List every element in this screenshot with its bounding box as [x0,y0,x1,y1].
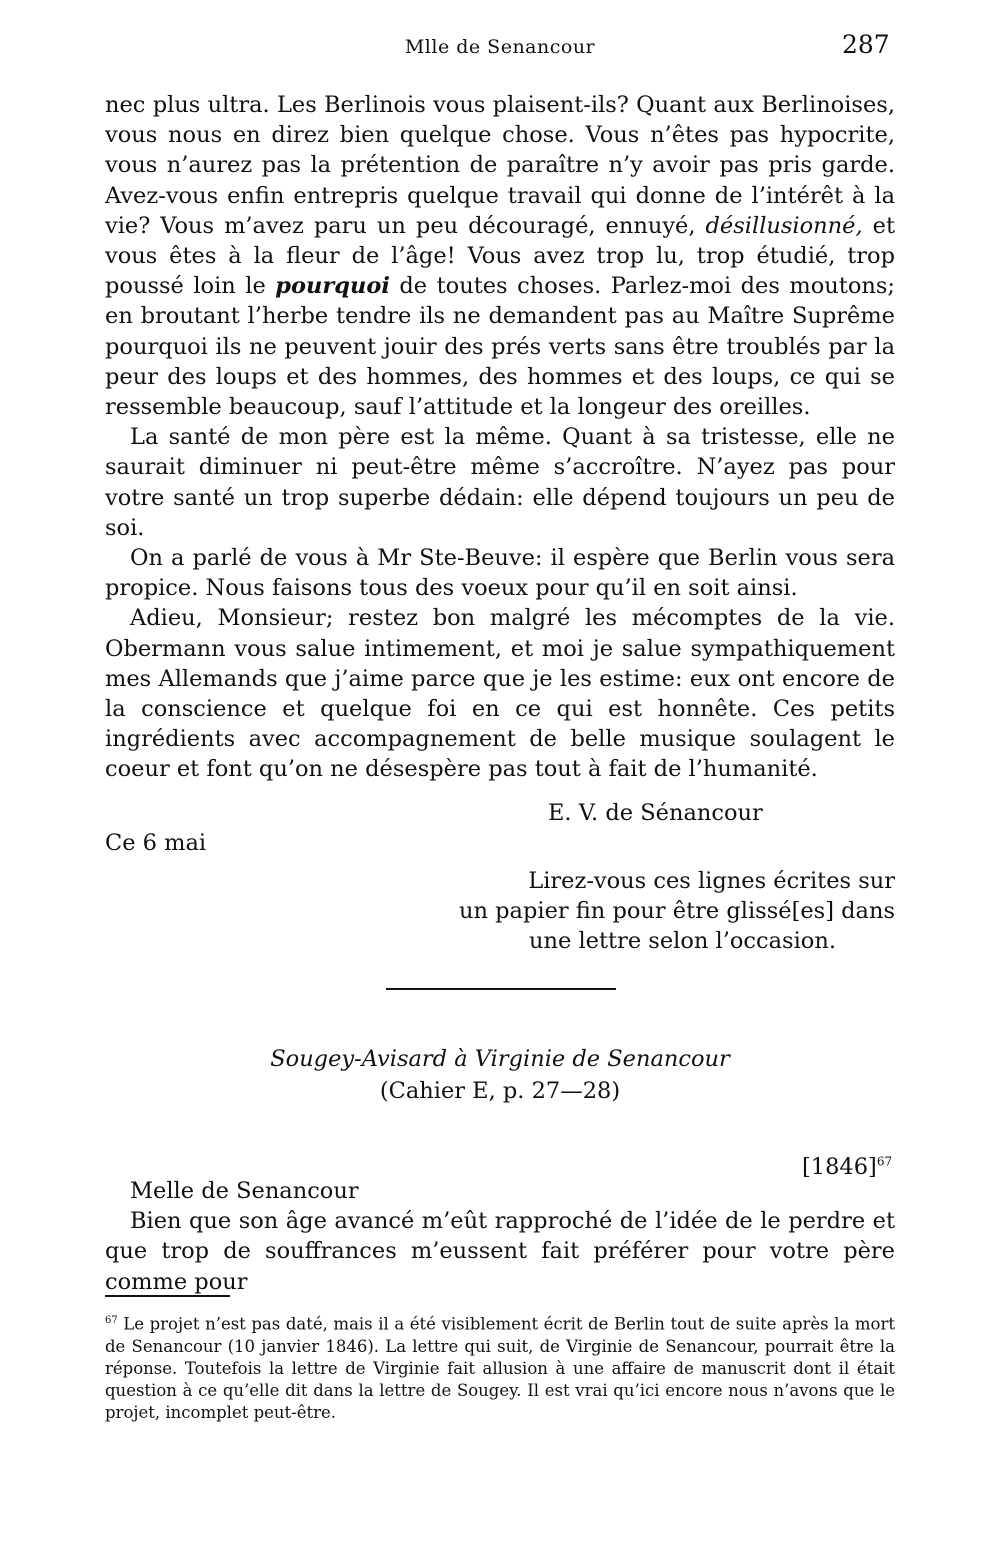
section-subtitle: (Cahier E, p. 27—28) [379,1078,621,1104]
postscript-line: un papier fin pour être glissé[es] dans [459,898,895,925]
page-number: 287 [842,30,890,59]
paragraph-1-text-a: nec plus ultra. Les Berlinois vous plaisent-ils? Quant aux Berlinoises, vous nous en direz bien quelque chose. Vous n’êtes pas hypocrite, vous n’aurez pas la prétention de paraître n’y avoir pas pris garde. Avez-vous enfin entrepris quelque travail qui donne de l’intérêt à la vie? Vous m’avez paru un peu découragé, ennuyé, [105,92,895,239]
section-divider [386,988,616,990]
signature: E. V. de Sénancour [548,800,763,826]
footnote-reference: 67 [876,1154,893,1169]
paragraph-1 [105,90,895,422]
letter2-date-text: [1846] [802,1154,877,1180]
section-title: Sougey-Avisard à Virginie de Senancour [270,1046,730,1072]
footnote [105,1310,895,1424]
paragraph-3: On a parlé de vous à Mr Ste-Beuve: il espère que Berlin vous sera propice. Nous faisons tous des voeux pour qu’il en soit ainsi. [105,545,895,602]
footnote-rule [105,1295,230,1297]
postscript-line: une lettre selon l’occasion. [529,928,836,955]
paragraph-1-text-c: de toutes choses. Parlez-moi des moutons; en broutant l’herbe tendre ils ne demandent pas au Maître Suprême pourquoi ils ne peuvent jouir des prés verts sans être troublés par la peur des loups et des hommes, des hommes et des loups, ce qui se ressemble beaucoup, sauf l’attitude et la longeur des oreilles. [105,273,895,421]
letter-body [105,90,895,785]
running-header: Mlle de Senancour [404,36,596,58]
postscript [440,866,895,957]
paragraph-4: Adieu, Monsieur; restez bon malgré les mécomptes de la vie. Obermann vous salue intimement, et moi je salue sympathiquement mes Allemands que j’aime parce que je les estime: eux ont encore de la conscience et quelque foi en ce qui est honnête. Ces petits ingrédients avec accompagnement de belle musique soulagent le coeur et font qu’on ne désespère pas tout à fait de l’humanité. [105,605,895,783]
paragraph-1-text-b: et vous êtes à la fleur de l’âge! Vous avez trop lu, trop étudié, trop poussé loin le [105,212,895,300]
footnote-text: Le projet n’est pas daté, mais il a été visiblement écrit de Berlin tout de suite après la mort de Senancour (10 janvier 1846). La lettre qui suit, de Virginie de Senancour, pourrait être la réponse. Toutefois la lettre de Virginie fait allusion à une affaire de manuscrit dont il était question à ce qu’elle dit dans la lettre de Sougey. Il est vrai qu’ici encore nous n’avons que le projet, incomplet peut-être. [105,1314,895,1422]
letter2-body [105,1176,895,1297]
postscript-line: Lirez-vous ces lignes écrites sur [528,868,895,894]
letter2-salutation: Melle de Senancour [130,1178,359,1204]
paragraph-2: La santé de mon père est la même. Quant à sa tristesse, elle ne saurait diminuer ni peut-être même s’accroître. N’ayez pas pour votre santé un trop superbe dédain: elle dépend toujours un peu de soi. [105,424,895,541]
letter2-paragraph: Bien que son âge avancé m’eût rapproché de l’idée de le perdre et que trop de souffrances m’eussent fait préférer pour votre père comme pour [105,1208,895,1295]
letter-date: Ce 6 mai [105,830,207,856]
emphasis-desillusionne: désillusionné, [705,212,863,239]
footnote-marker: 67 [105,1315,118,1326]
emphasis-pourquoi: pourquoi [275,273,390,300]
